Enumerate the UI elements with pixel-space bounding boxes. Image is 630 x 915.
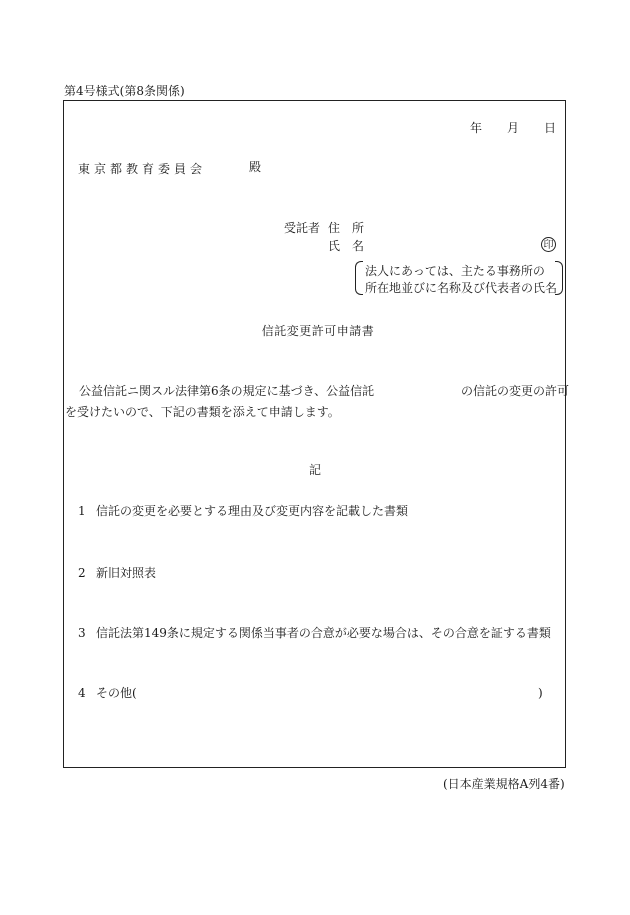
form-number-label: 第4号様式(第8条関係)	[64, 84, 185, 98]
corporate-note-line-1: 法人にあっては、主たる事務所の	[365, 264, 545, 278]
item-text: その他(	[96, 686, 137, 700]
item-number: 2	[78, 566, 86, 580]
item-text: 信託法第149条に規定する関係当事者の合意が必要な場合は、その合意を証する書類	[96, 626, 551, 640]
applicant-address-label: 住 所	[328, 221, 365, 235]
applicant-role-label: 受託者	[284, 221, 321, 235]
addressee-name: 東京都教育委員会	[78, 162, 207, 176]
ki-heading: 記	[309, 463, 322, 477]
date-month-label: 月	[506, 121, 519, 135]
item-number: 3	[78, 626, 86, 640]
paper-size-note: (日本産業規格A列4番)	[443, 777, 565, 791]
body-line-1-part-2: の信託の変更の許可	[461, 384, 570, 398]
corporate-note-line-2: 所在地並びに名称及び代表者の氏名	[365, 281, 558, 295]
item-text: 信託の変更を必要とする理由及び変更内容を記載した書類	[96, 504, 409, 518]
item-close-paren: )	[538, 686, 543, 700]
item-number: 1	[78, 504, 86, 518]
form-frame	[63, 100, 566, 768]
date-row	[470, 119, 556, 136]
item-number: 4	[78, 686, 86, 700]
date-year-label: 年	[470, 121, 483, 135]
document-title: 信託変更許可申請書	[261, 324, 375, 338]
body-line-1-part-1: 公益信託ニ関スル法律第6条の規定に基づき、公益信託	[79, 384, 375, 398]
seal-mark-icon: 印	[541, 237, 556, 252]
addressee-honorific: 殿	[249, 160, 262, 174]
corporate-note	[355, 261, 563, 295]
right-bracket	[555, 261, 563, 295]
body-line-2: を受けたいので、下記の書類を添えて申請します。	[65, 405, 340, 419]
applicant-name-label: 氏 名	[328, 239, 365, 253]
date-day-label: 日	[543, 121, 556, 135]
item-text: 新旧対照表	[96, 566, 157, 580]
left-bracket	[355, 261, 363, 295]
